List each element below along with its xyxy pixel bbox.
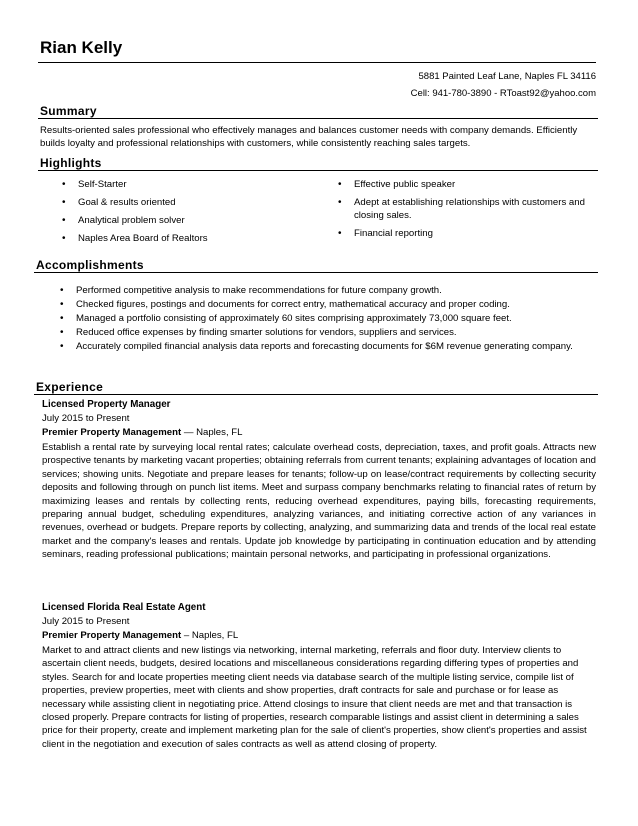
accomplishment-item: • Reduced office expenses by finding smarter solutions for vendors, suppliers and services. [58,326,578,339]
job-title: Licensed Property Manager [42,399,171,410]
experience-heading: Experience [36,380,104,394]
accomplishment-item: • Performed competitive analysis to make recommendations for future company growth. [58,284,578,297]
accomplishments-heading: Accomplishments [36,258,144,272]
summary-text: Results-oriented sales professional who effectively manages and balances customer needs with company demands. Efficiently builds loyalty and professional relationships with customers, while consistently reaching sales targets. [40,125,578,150]
accomplishment-item: • Accurately compiled financial analysis data reports and forecasting documents for $6M revenue generating company. [58,340,578,353]
highlights-right-list [336,178,600,245]
address-line: 5881 Painted Leaf Lane, Naples FL 34116 [418,71,596,82]
job-employer [42,427,242,438]
summary-heading: Summary [40,104,97,118]
highlight-item: • Adept at establishing relationships with customers and closing sales. [336,196,600,222]
accomplishments-list [58,284,578,354]
header-rule [38,62,596,63]
highlight-item: • Effective public speaker [336,178,600,191]
highlight-item: • Self-Starter [60,178,320,191]
job-description: Market to and attract clients and new listings via networking, internal marketing, referrals and floor duty. Interview clients to ascertain client needs, budgets, desired locations and miscellaneous considerations regarding differing types of properties and styles. Search for and locate properties meeting client needs via database search of the multiple listing service, compile list of properties, preview properties, meet with clients and show properties, draft contracts for sale and purchase or for lease as necessary while assisting client in negotiating price. Attend closings to insure that client needs are met and that transaction is closed properly. Prepare contracts for listing of properties, research comparable listings and assist client in determining a sales price for their property, create and implement marketing plan for the sale of client's properties, show client's properties and assist client in the negotiation and execution of sales contracts as well as attend closing of property. [42,645,587,750]
accomplishments-rule [34,272,598,273]
highlight-item: • Goal & results oriented [60,196,320,209]
candidate-name: Rian Kelly [40,38,123,57]
job-description: Establish a rental rate by surveying local rental rates; calculate overhead costs, depreciation, taxes, and profit goals. Attracts new prospective tenants by marketing vacant properties; obtaining referrals from current tenants; explaining advantages of location and services; showing units. Negotiate and prepare leases for tenants; follow-up on lease/contract requirements by collecting security deposits and following through on punch list items. Meet and surpass company benchmarks relating to financial rates of return by maximizing leases and rentals by collecting rents, reducing overhead expenditures, paying bills, forecasting requirements, preparing annual budget, scheduling expenditures, analyzing variances, and initiating corrective action of any variances in revenues, overhead or budgets. Prepare reports by collecting, analyzing, and summarizing data and trends of the local real estate market and the company's leases and rentals. Update job knowledge by participating in continuation education and by attending seminars, reading professional publications; maintain personal networks, and participating in professional organizations. [42,442,596,561]
job-employer [42,630,238,641]
experience-rule [34,394,598,395]
highlight-item: • Analytical problem solver [60,214,320,227]
company-name: Premier Property Management [42,630,182,641]
job-location: – Naples, FL [181,630,239,641]
highlight-item: • Naples Area Board of Realtors [60,232,320,245]
job-dates: July 2015 to Present [42,413,130,424]
contact-block [411,68,596,102]
highlight-item: • Financial reporting [336,227,600,240]
highlights-rule [38,170,598,171]
job-location: — Naples, FL [181,427,243,438]
accomplishment-item: • Managed a portfolio consisting of approximately 60 sites comprising approximately 73,000 square feet. [58,312,578,325]
company-name: Premier Property Management [42,427,182,438]
summary-rule [38,118,598,119]
accomplishment-item: • Checked figures, postings and documents for correct entry, mathematical accuracy and proper coding. [58,298,578,311]
job-dates: July 2015 to Present [42,616,130,627]
highlights-left-list [60,178,320,250]
job-title: Licensed Florida Real Estate Agent [42,602,206,613]
highlights-heading: Highlights [40,156,102,170]
phone-email-line: Cell: 941-780-3890 - RToast92@yahoo.com [410,88,596,99]
